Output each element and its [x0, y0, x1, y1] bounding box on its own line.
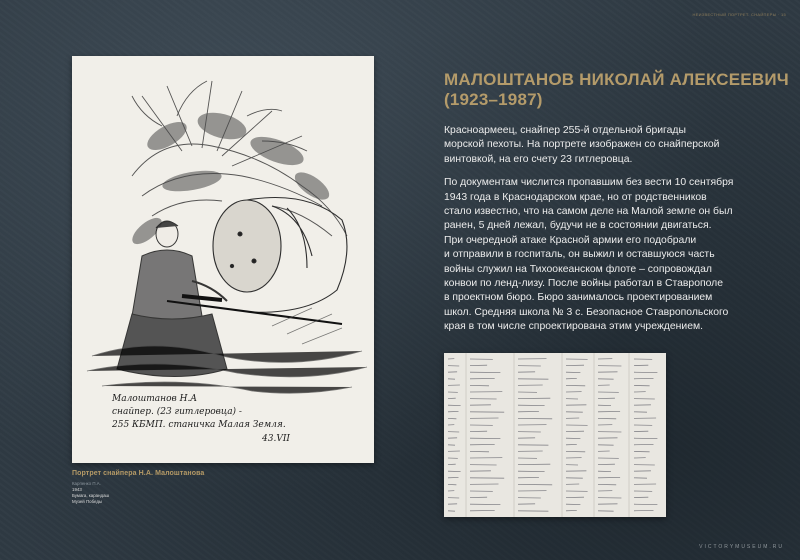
inscription-line-2: снайпер. (23 гитлеровца) -: [112, 407, 242, 417]
title-name: МАЛОШТАНОВ НИКОЛАЙ АЛЕКСЕЕВИЧ: [444, 70, 789, 89]
inscription-line-3: 255 КБМП. станичка Малая Земля.: [112, 420, 286, 430]
caption-year: 1943: [72, 487, 82, 492]
drawing-sketch: [72, 56, 374, 463]
site-url: VICTORYMUSEUM.RU: [699, 544, 784, 550]
caption-author: Карпенко П.А.: [72, 481, 101, 486]
caption-museum: Музей Победы: [72, 499, 103, 504]
caption-medium: Бумага, карандаш: [72, 493, 110, 498]
article-title: [444, 70, 789, 110]
title-years: (1923–1987): [444, 90, 543, 109]
artwork-caption: [72, 470, 312, 505]
running-header: НЕИЗВЕСТНЫЙ ПОРТРЕТ. СНАЙПЕРЫ · 15: [692, 12, 786, 17]
biography: [444, 124, 764, 344]
inscription-line-1: Малоштанов Н.А: [112, 394, 198, 404]
caption-title: Портрет снайпера Н.А. Малоштанова: [72, 470, 205, 477]
inscription-line-4: 43.VII: [262, 434, 290, 444]
register-sheet: [444, 353, 666, 517]
archive-document-photo: [444, 353, 666, 517]
bio-paragraph-1: Красноармеец, снайпер 255-й отдельной бригады морской пехоты. На портрете изображен со снайперской винтовкой, на его счету 23 гитлеровца.: [444, 125, 720, 165]
bio-paragraph-2: По документам числится пропавшим без вести 10 сентября 1943 года в Краснодарском крае, но от родственников стало известно, что на самом деле на Малой земле он был ранен, 5 дней лежал, будучи не в состоянии двигаться. При очередной атаке Красной армии его подобрали и отправили в госпиталь, он выжил и оставшуюся часть войны служил на Тихоокеанском флоте – сопровождал конвои по ленд-лизу. После войны работал в Ставрополе в проектном бюро. Бюро занималось проектированием школ. Средняя школа № 3 с. Безопасное Ставропольского края в том числе спроектирована этим учреждением.: [444, 177, 734, 333]
sniper-portrait-drawing: [72, 56, 374, 463]
